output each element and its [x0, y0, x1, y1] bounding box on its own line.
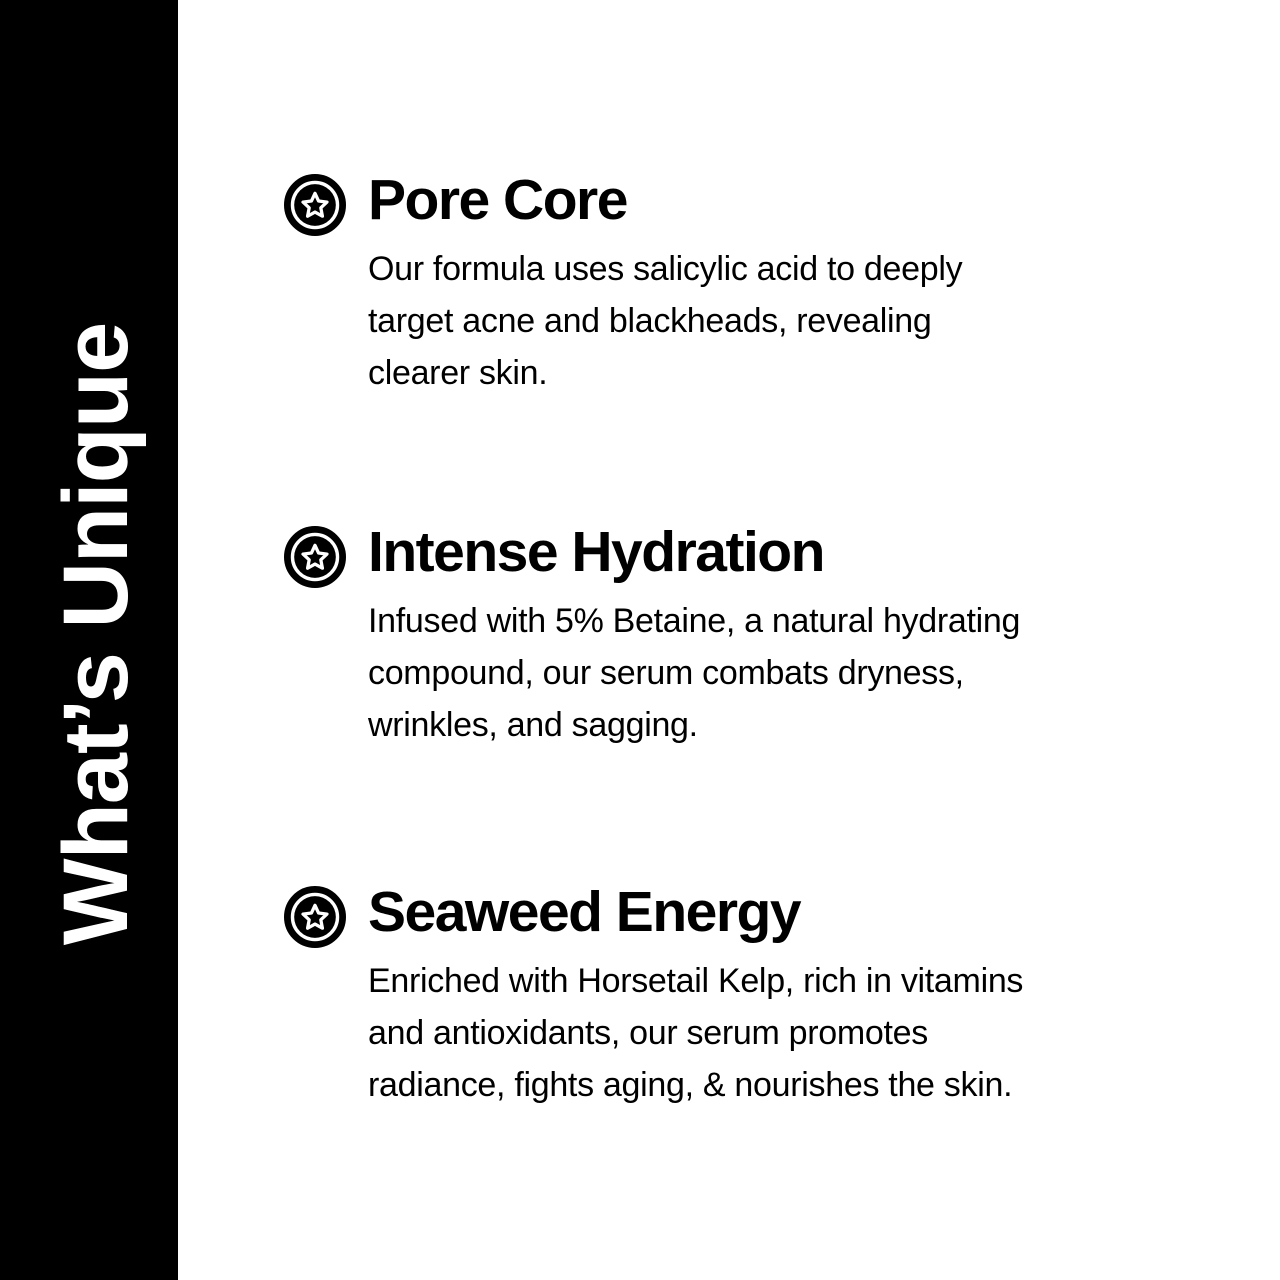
- star-badge-icon: [284, 174, 346, 236]
- feature-section-intense-hydration: [284, 520, 1021, 751]
- feature-section-pore-core: [284, 168, 963, 399]
- feature-description-line: wrinkles, and sagging.: [368, 706, 698, 744]
- feature-title: Seaweed Energy: [368, 880, 801, 944]
- feature-description-line: clearer skin.: [368, 354, 548, 392]
- feature-description-line: Enriched with Horsetail Kelp, rich in vitamins: [368, 962, 1024, 1000]
- content-area: [178, 0, 1280, 1280]
- star-badge-icon: [284, 526, 346, 588]
- feature-description-line: radiance, fights aging, & nourishes the skin.: [368, 1066, 1013, 1104]
- feature-description-line: compound, our serum combats dryness,: [368, 654, 964, 692]
- feature-text: [368, 168, 963, 399]
- feature-description-line: and antioxidants, our serum promotes: [368, 1014, 928, 1052]
- feature-description-line: target acne and blackheads, revealing: [368, 302, 932, 340]
- sidebar: [0, 0, 178, 1280]
- star-badge-icon: [284, 886, 346, 948]
- sidebar-title: What’s Unique: [45, 322, 147, 946]
- feature-text: [368, 880, 1024, 1111]
- feature-description-line: Infused with 5% Betaine, a natural hydrating: [368, 602, 1021, 640]
- feature-title: Intense Hydration: [368, 520, 824, 584]
- feature-title: Pore Core: [368, 168, 627, 232]
- feature-text: [368, 520, 1021, 751]
- feature-description-line: Our formula uses salicylic acid to deeply: [368, 250, 963, 288]
- feature-section-seaweed-energy: [284, 880, 1024, 1111]
